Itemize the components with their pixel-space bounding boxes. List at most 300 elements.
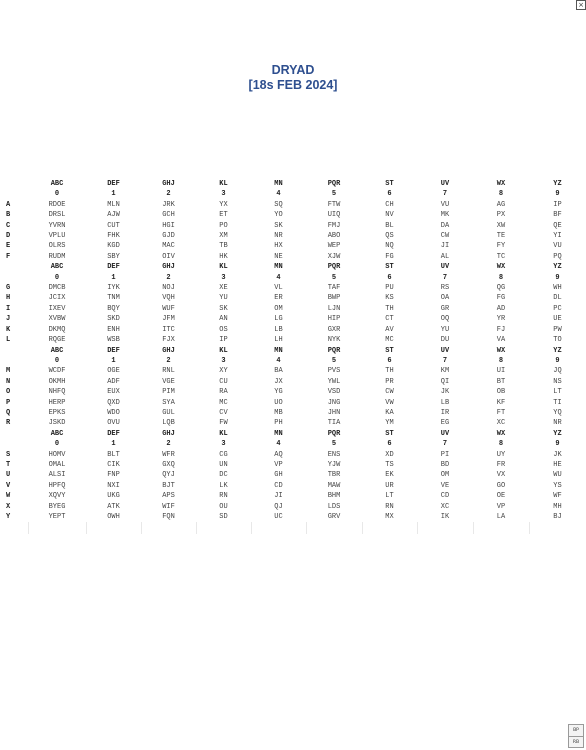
table-cell: OLRS (48, 242, 66, 251)
table-cell: IP (553, 200, 562, 209)
column-header: WX (496, 429, 506, 438)
table-cell: BYEG (48, 502, 66, 511)
table-cell: DL (553, 294, 562, 303)
column-number: 9 (555, 273, 560, 282)
table-cell: WFR (162, 450, 175, 459)
table-cell: TB (219, 242, 228, 251)
column-number: 6 (387, 440, 392, 449)
table-cell: UN (219, 460, 228, 469)
table-cell: PW (553, 325, 562, 334)
row-label-blank (4, 346, 28, 356)
table-cell: CW (440, 232, 450, 241)
table-cell: AG (496, 200, 506, 209)
row-label: X (6, 502, 11, 511)
row-label-blank (4, 439, 28, 449)
column-header: WX (496, 346, 506, 355)
table-cell: MK (440, 211, 450, 220)
table-cell: OM (440, 471, 450, 480)
table-cell: YO (274, 211, 283, 220)
table-cell: IYK (107, 284, 120, 293)
row-label: V (6, 481, 11, 490)
table-cell: XQVY (48, 492, 66, 501)
column-number: 9 (555, 356, 560, 365)
column-number: 2 (166, 440, 171, 449)
table-cell: QS (385, 232, 394, 241)
table-cell: LDS (327, 502, 341, 511)
column-number: 8 (498, 440, 504, 449)
footer-cell (86, 522, 141, 534)
table-cell: VPLU (48, 232, 66, 241)
table-cell: HOMV (48, 450, 66, 459)
table-cell: BF (553, 211, 562, 220)
table-cell: VW (385, 398, 394, 407)
table-cell: GCH (162, 211, 175, 220)
table-cell: YX (219, 200, 228, 209)
table-cell: CD (274, 481, 283, 490)
table-cell: YWL (327, 377, 341, 386)
column-header: PQR (327, 180, 341, 188)
column-header: UV (440, 429, 450, 438)
table-cell: AD (496, 304, 506, 313)
table-cell: CG (219, 450, 228, 459)
table-cell: LK (219, 481, 228, 490)
table-row (4, 366, 586, 376)
table-cell: WF (553, 492, 562, 501)
column-header: ST (385, 346, 394, 355)
column-number: 6 (387, 273, 392, 282)
table-cell: KF (496, 398, 506, 407)
column-number: 3 (221, 440, 226, 449)
table-cell: ABO (327, 232, 341, 241)
document-badge (568, 724, 584, 748)
table-cell: JHN (327, 408, 341, 417)
table-cell: WIF (162, 502, 175, 511)
table-cell: EK (385, 471, 394, 480)
table-cell: JRK (162, 200, 175, 209)
table-cell: MX (385, 513, 394, 521)
table-cell: MH (553, 502, 562, 511)
table-cell: DC (219, 471, 228, 480)
row-label: Q (6, 408, 11, 417)
table-cell: RNL (162, 367, 175, 376)
column-header: MN (274, 429, 283, 438)
row-label-blank (4, 356, 28, 366)
table-cell: UR (385, 481, 394, 490)
table-cell: BHM (327, 492, 341, 501)
table-cell: CV (219, 408, 228, 417)
table-cell: BD (440, 460, 450, 469)
column-header: YZ (553, 263, 562, 272)
table-cell: VP (496, 502, 506, 511)
table-cell: SK (219, 304, 228, 313)
table-cell: LT (553, 388, 562, 397)
table-cell: FG (385, 252, 394, 261)
table-cell: HPFQ (48, 481, 66, 490)
table-cell: DRSL (48, 211, 66, 220)
column-header-row (4, 346, 586, 356)
column-number: 5 (331, 190, 337, 199)
table-cell: ITC (162, 325, 175, 334)
table-cell: JQ (553, 367, 562, 376)
column-header: PQR (327, 429, 341, 438)
table-cell: HIP (327, 315, 341, 324)
table-cell: VSD (327, 388, 341, 397)
dryad-table (4, 179, 586, 534)
row-label: K (6, 325, 11, 334)
column-header-row (4, 429, 586, 439)
table-footer-rule (4, 522, 586, 534)
column-number: 8 (498, 273, 504, 282)
column-number: 7 (442, 440, 448, 449)
column-header: DEF (107, 346, 120, 355)
table-cell: GRV (327, 513, 341, 521)
table-cell: GXR (327, 325, 341, 334)
column-header: MN (274, 180, 283, 188)
table-cell: YR (496, 315, 506, 324)
table-cell: VP (274, 460, 283, 469)
row-label: M (6, 367, 11, 376)
close-icon[interactable]: × (576, 0, 586, 10)
row-label: T (6, 460, 11, 469)
column-header: DEF (107, 263, 120, 272)
table-cell: NHFQ (48, 388, 66, 397)
table-cell: OMAL (48, 460, 66, 469)
table-cell: TI (553, 398, 562, 407)
title-date: [18s FEB 2024] (248, 77, 338, 92)
table-cell: JCIX (48, 294, 66, 303)
row-label: G (6, 284, 11, 293)
table-cell: JFM (162, 315, 175, 324)
table-cell: MAC (162, 242, 175, 251)
column-number: 2 (166, 356, 171, 365)
table-cell: NXI (107, 481, 120, 490)
table-row (4, 512, 586, 522)
table-cell: XD (385, 450, 394, 459)
column-number: 1 (111, 190, 116, 199)
table-cell: YJW (327, 460, 341, 469)
table-cell: WSB (107, 336, 120, 345)
table-cell: YQ (553, 408, 562, 417)
table-cell: LG (274, 315, 283, 324)
table-cell: NS (553, 377, 562, 386)
table-row (4, 481, 586, 491)
table-cell: DMCB (48, 284, 66, 293)
table-row (4, 210, 586, 220)
table-cell: HERP (48, 398, 66, 407)
table-cell: NR (553, 419, 562, 428)
table-cell: QG (496, 284, 506, 293)
table-cell: RDOE (48, 200, 66, 209)
table-cell: XC (496, 419, 506, 428)
column-header: DEF (107, 429, 120, 438)
column-number: 5 (331, 356, 337, 365)
row-label: F (6, 252, 11, 261)
column-number: 2 (166, 273, 171, 282)
table-cell: MB (274, 408, 283, 417)
table-cell: FJX (162, 336, 175, 345)
table-cell: FG (496, 294, 506, 303)
table-cell: XC (440, 502, 450, 511)
table-cell: YU (440, 325, 450, 334)
table-cell: CIK (107, 460, 120, 469)
column-number: 1 (111, 273, 116, 282)
table-cell: CH (385, 200, 394, 209)
table-cell: DA (440, 221, 450, 230)
table-cell: ENH (107, 325, 120, 334)
table-cell: KM (440, 367, 450, 376)
table-cell: DKMQ (48, 325, 66, 334)
table-row (4, 293, 586, 303)
column-header: MN (274, 346, 283, 355)
table-cell: YM (385, 419, 394, 428)
table-cell: GH (274, 471, 283, 480)
table-cell: JX (274, 377, 283, 386)
row-label: A (6, 200, 11, 209)
column-number: 5 (331, 273, 337, 282)
column-header: GHJ (162, 429, 175, 438)
table-cell: HGI (162, 221, 175, 230)
table-cell: QI (440, 377, 450, 386)
table-cell: TAF (327, 284, 341, 293)
table-row (4, 314, 586, 324)
column-header: ABC (50, 346, 64, 355)
table-row (4, 398, 586, 408)
table-cell: BA (274, 367, 283, 376)
table-cell: YS (553, 481, 562, 490)
column-number: 0 (54, 356, 60, 365)
column-number: 4 (276, 356, 281, 365)
column-header: YZ (553, 346, 562, 355)
table-cell: LB (440, 398, 450, 407)
column-header: ABC (50, 429, 64, 438)
table-cell: PI (440, 450, 450, 459)
table-cell: OA (440, 294, 450, 303)
table-cell: VU (440, 200, 450, 209)
table-cell: LH (274, 336, 283, 345)
column-number: 4 (276, 273, 281, 282)
document-title (0, 63, 586, 92)
table-cell: HE (553, 460, 562, 469)
table-cell: MLN (107, 200, 120, 209)
table-cell: VU (553, 242, 562, 251)
table-cell: IXEV (48, 304, 66, 313)
table-cell: QJ (274, 502, 283, 511)
column-header: WX (496, 180, 506, 188)
table-cell: FW (219, 419, 228, 428)
table-cell: ATK (107, 502, 120, 511)
column-number: 7 (442, 273, 448, 282)
table-cell: DU (440, 336, 450, 345)
column-number-row (4, 189, 586, 199)
table-cell: YI (553, 232, 562, 241)
table-row (4, 408, 586, 418)
badge-bottom: RB (569, 736, 583, 748)
table-cell: JI (440, 242, 450, 251)
column-number: 0 (54, 273, 60, 282)
column-number: 6 (387, 356, 392, 365)
table-cell: JI (274, 492, 283, 501)
table-cell: PX (496, 211, 506, 220)
row-label-blank (4, 189, 28, 199)
table-cell: XW (496, 221, 506, 230)
table-cell: XE (219, 284, 228, 293)
row-label: R (6, 419, 11, 428)
table-cell: SKD (107, 315, 120, 324)
table-cell: AV (385, 325, 394, 334)
column-number: 5 (331, 440, 337, 449)
table-cell: OWH (107, 513, 120, 521)
table-cell: OIV (162, 252, 175, 261)
column-header: GHJ (162, 180, 175, 188)
table-cell: OB (496, 388, 506, 397)
table-cell: ET (219, 211, 228, 220)
table-cell: TH (385, 367, 394, 376)
table-cell: SD (219, 513, 228, 521)
table-cell: AL (440, 252, 450, 261)
table-cell: NE (274, 252, 283, 261)
table-cell: VE (440, 481, 450, 490)
table-cell: AQ (274, 450, 283, 459)
table-row (4, 241, 586, 251)
column-header: KL (219, 429, 228, 438)
table-cell: PU (385, 284, 394, 293)
row-label-blank (4, 429, 28, 439)
table-cell: TBR (327, 471, 341, 480)
row-label: J (6, 315, 11, 324)
column-header: KL (219, 180, 228, 188)
table-row (4, 377, 586, 387)
table-cell: OQ (440, 315, 450, 324)
column-header: ABC (50, 180, 64, 188)
table-cell: WDO (107, 408, 120, 417)
table-cell: SK (274, 221, 283, 230)
table-row (4, 491, 586, 501)
table-cell: AN (219, 315, 228, 324)
row-label: E (6, 242, 11, 251)
table-cell: YG (274, 388, 283, 397)
table-cell: PIM (162, 388, 175, 397)
row-label-blank (4, 273, 28, 283)
table-cell: RN (385, 502, 394, 511)
table-cell: FNP (107, 471, 120, 480)
table-cell: NR (274, 232, 283, 241)
table-cell: JK (553, 450, 562, 459)
table-cell: TIA (327, 419, 341, 428)
row-label: N (6, 377, 11, 386)
table-cell: LQB (162, 419, 175, 428)
table-cell: WEP (327, 242, 341, 251)
badge-top: BP (573, 728, 579, 733)
table-cell: OM (274, 304, 283, 313)
title-name: DRYAD (271, 63, 315, 77)
table-cell: WCDF (48, 367, 66, 376)
table-cell: IR (440, 408, 450, 417)
column-number-row (4, 356, 586, 366)
table-cell: CT (385, 315, 394, 324)
table-cell: XJW (327, 252, 341, 261)
table-cell: EG (440, 419, 450, 428)
table-cell: ALSI (48, 471, 66, 480)
table-cell: IK (440, 513, 450, 521)
column-number: 1 (111, 440, 116, 449)
table-cell: OKMH (48, 377, 66, 386)
table-cell: APS (162, 492, 175, 501)
table-cell: MC (219, 398, 228, 407)
table-cell: CD (440, 492, 450, 501)
table-cell: YVRN (48, 221, 66, 230)
table-cell: GXQ (162, 460, 175, 469)
column-header: ST (385, 180, 394, 188)
column-number: 6 (387, 190, 392, 199)
table-cell: BL (385, 221, 394, 230)
table-cell: JNG (327, 398, 341, 407)
row-label: S (6, 450, 11, 459)
column-header: ST (385, 429, 394, 438)
table-cell: TO (553, 336, 562, 345)
column-header: ABC (50, 263, 64, 272)
table-row (4, 502, 586, 512)
column-number: 0 (54, 440, 60, 449)
table-cell: BLT (107, 450, 120, 459)
row-label: W (6, 492, 11, 501)
table-cell: VQH (162, 294, 175, 303)
footer-cell (362, 522, 417, 534)
table-cell: WUF (162, 304, 175, 313)
table-row (4, 252, 586, 262)
table-cell: CW (385, 388, 394, 397)
table-row (4, 231, 586, 241)
footer-cell (141, 522, 196, 534)
table-cell: RUDM (48, 252, 66, 261)
table-cell: QXD (107, 398, 120, 407)
table-cell: KGD (107, 242, 120, 251)
table-cell: NOJ (162, 284, 175, 293)
table-cell: LT (385, 492, 394, 501)
table-cell: PR (385, 377, 394, 386)
table-cell: ADF (107, 377, 120, 386)
table-cell: GO (496, 481, 506, 490)
table-cell: OU (219, 502, 228, 511)
table-cell: HX (274, 242, 283, 251)
table-cell: JK (440, 388, 450, 397)
table-cell: FT (496, 408, 506, 417)
table-row (4, 387, 586, 397)
table-cell: FY (496, 242, 506, 251)
column-header: KL (219, 263, 228, 272)
table-cell: BQY (107, 304, 120, 313)
table-cell: PC (553, 304, 562, 313)
column-number: 2 (166, 190, 171, 199)
table-cell: TC (496, 252, 506, 261)
footer-cell (196, 522, 251, 534)
table-cell: BJ (553, 513, 562, 521)
table-cell: UC (274, 513, 283, 521)
table-cell: UI (496, 367, 506, 376)
dryad-table-body (4, 179, 586, 534)
table-row (4, 335, 586, 345)
table-cell: BJT (162, 481, 175, 490)
column-number: 4 (276, 190, 281, 199)
table-cell: NYK (327, 336, 341, 345)
table-cell: GJD (162, 232, 175, 241)
column-header: WX (496, 263, 506, 272)
table-cell: WH (553, 284, 562, 293)
footer-cell (529, 522, 586, 534)
table-cell: RS (440, 284, 450, 293)
column-number: 3 (221, 190, 226, 199)
column-header: YZ (553, 429, 562, 438)
column-number-row (4, 439, 586, 449)
